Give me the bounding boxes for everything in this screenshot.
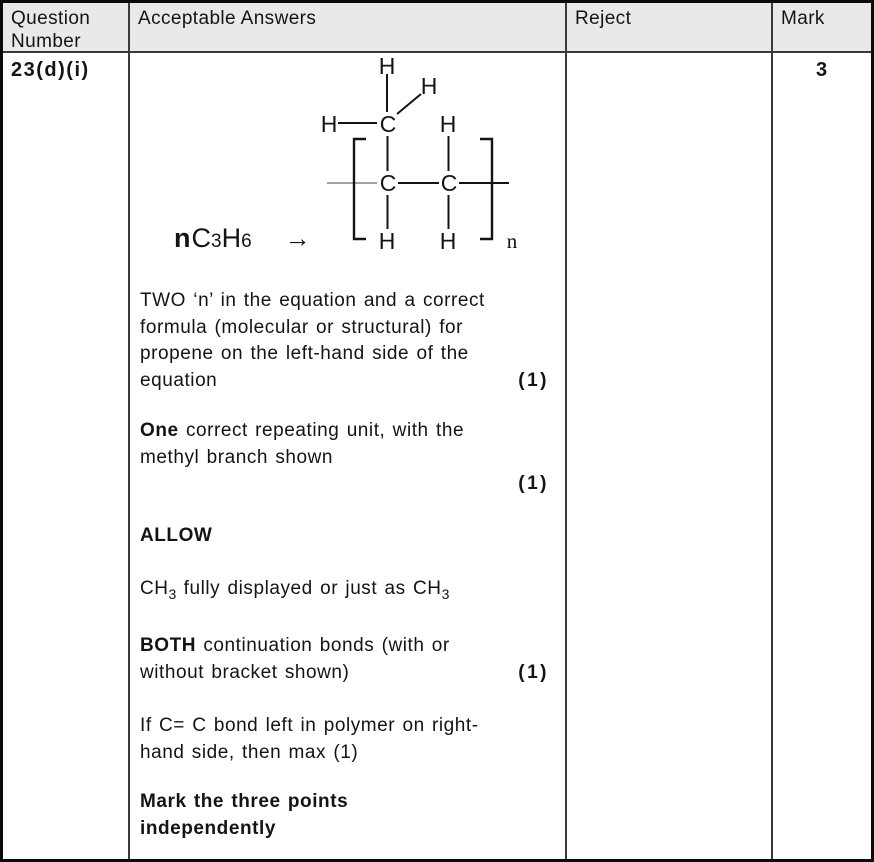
left-bracket [354, 139, 366, 239]
polymerisation-equation: n C 3 H 6 → [174, 223, 311, 253]
point3-line1-rest: continuation bonds (with or [196, 635, 450, 657]
allow-ch-1: CH [140, 578, 169, 599]
bond-diagonal-h-to-methyl-c [397, 94, 421, 114]
atom-methyl-left-h: H [320, 111, 338, 137]
equation-coefficient: n [174, 223, 192, 253]
reaction-arrow: → [284, 223, 311, 253]
equation-carbon: C [191, 223, 211, 253]
max-note [140, 713, 549, 766]
point3-line2-text: without bracket shown) [140, 661, 350, 683]
point1-mark: (1) [518, 369, 549, 391]
allow-mid-text: fully displayed or just as CH [176, 578, 442, 599]
atom-backbone-left-c: C [379, 170, 397, 196]
allow-sub-1: 3 [168, 585, 177, 602]
atom-methyl-c: C [379, 111, 397, 137]
point2-line1 [140, 418, 549, 445]
marking-point-2 [140, 418, 549, 498]
cell-mark [773, 53, 871, 859]
allow-heading-block [140, 523, 549, 550]
allow-heading: ALLOW [140, 524, 213, 546]
point3-line1 [140, 633, 549, 660]
point3-line2 [140, 660, 549, 687]
point1-line1: TWO ‘n’ in the equation and a correct [140, 290, 485, 311]
point3-mark: (1) [518, 661, 549, 683]
final-line1: Mark the three points [140, 791, 349, 813]
atom-bottom-left-h: H [378, 228, 396, 254]
note-line2: hand side, then max (1) [140, 741, 359, 763]
point2-mark: (1) [518, 473, 549, 494]
marking-point-1 [140, 288, 549, 394]
point1-line4-text: equation [140, 369, 218, 391]
header-mark: Mark [773, 3, 871, 53]
allow-detail-block [140, 576, 549, 607]
mark-value: 3 [815, 59, 829, 81]
point2-mark-line [140, 471, 549, 498]
equation-hydrogen: H [221, 223, 242, 253]
cell-reject [567, 53, 773, 859]
point1-line3: propene on the left-hand side of the [140, 343, 469, 364]
independent-marking-note [140, 789, 549, 842]
cell-question-number [3, 53, 130, 859]
allow-detail-line [140, 576, 549, 607]
acceptable-answers-text [140, 288, 549, 842]
cell-acceptable-answers [130, 53, 567, 859]
atom-methyl-diagonal-h: H [420, 73, 438, 99]
marking-point-3 [140, 633, 549, 686]
point2-line2: methyl branch shown [140, 446, 333, 468]
point1-line2: formula (molecular or structural) for [140, 316, 464, 338]
header-question-number: Question Number [3, 3, 130, 53]
atom-backbone-right-c: C [440, 170, 458, 196]
note-line1: If C= C bond left in polymer on right- [140, 715, 479, 737]
right-bracket [480, 139, 492, 239]
point1-line4 [140, 368, 549, 395]
atom-methyl-top-h: H [378, 55, 396, 79]
repeat-subscript-n: n [506, 229, 518, 253]
atom-right-top-h: H [439, 111, 457, 137]
repeating-unit-diagram [316, 55, 536, 265]
point3-bold: BOTH [140, 635, 197, 657]
atom-bottom-right-h: H [439, 228, 457, 254]
header-reject: Reject [567, 3, 773, 53]
question-number: 23(d)(i) [11, 59, 90, 81]
allow-sub-2: 3 [441, 585, 450, 602]
mark-scheme-table [3, 3, 871, 859]
point2-line1-rest: correct repeating unit, with the [178, 420, 465, 441]
final-line2: independently [140, 817, 276, 839]
point2-bold: One [140, 420, 179, 441]
header-acceptable-answers: Acceptable Answers [130, 3, 567, 53]
